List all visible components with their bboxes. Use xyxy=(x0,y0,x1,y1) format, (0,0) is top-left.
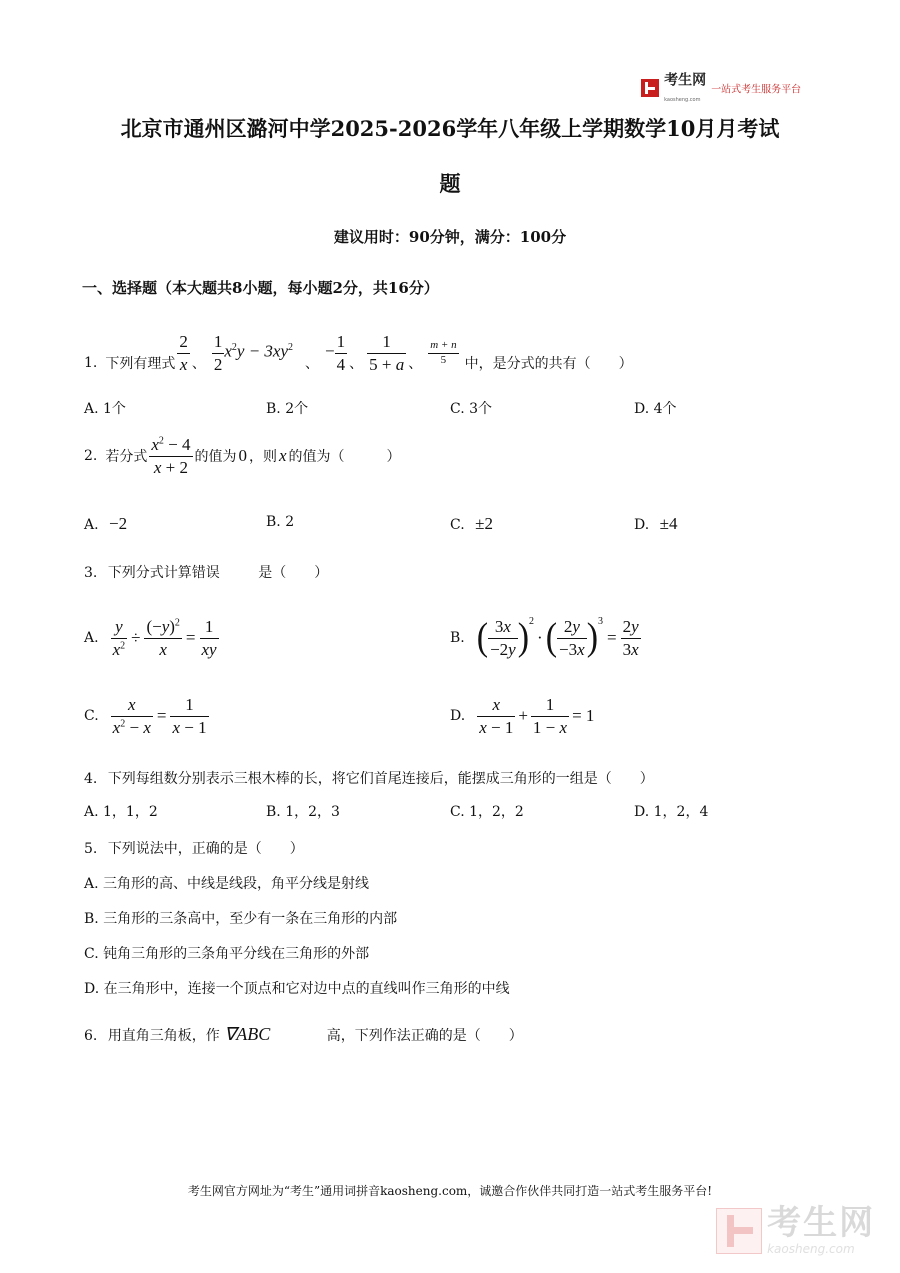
header-logo xyxy=(641,72,801,104)
q4-option-b[interactable]: B. 1，2，3 xyxy=(266,804,340,820)
page-title: 北京市通州区潞河中学2025-2026学年八年级上学期数学10月月考试 xyxy=(120,116,780,141)
q3-option-c[interactable]: C. $\frac{x}{x^2 - x}$ = $\frac{1}{x - 1}$ xyxy=(84,695,207,737)
question-3: 3. 下列分式计算错误 是（ ） xyxy=(84,565,329,581)
expr-half-x2y-3xy2: $\frac{1}{2}$ $x^2y - 3xy^2$ xyxy=(213,332,294,374)
question-5: 5. 下列说法中，正确的是（ ） xyxy=(84,841,304,857)
q2-option-b[interactable]: B. 2 xyxy=(266,514,295,530)
q3-c-expression: $\frac{x}{x^2 - x}$ = $\frac{1}{x - 1}$ xyxy=(112,695,207,737)
question-number: 4. xyxy=(84,771,98,787)
kaosheng-logo-icon xyxy=(641,79,659,97)
q3-option-b[interactable]: B. ( $\frac{3x}{-2y}$ ) $^2$ · ( $\frac{2y}{-3x}$ ) $^3$ = $\frac{2y}{3x}$ xyxy=(450,616,639,659)
q5-option-a[interactable]: A. 三角形的高、中线是线段，角平分线是射线 xyxy=(84,876,370,892)
expr-neg-quarter: − $\frac{1}{4}$ xyxy=(325,332,346,374)
q2-option-a[interactable]: A. −2 xyxy=(84,514,128,533)
triangle-abc: ∇ABC xyxy=(224,1024,271,1044)
q3-b-expression: ( $\frac{3x}{-2y}$ ) $^2$ · ( $\frac{2y}{-3x}$ ) $^3$ = $\frac{2y}{3x}$ xyxy=(476,616,639,659)
question-6: 6. 用直角三角板，作 ∇ABC 高，下列作法正确的是（ ） xyxy=(84,1024,523,1044)
q3-d-expression: $\frac{x}{x - 1}$ + $\frac{1}{1 - x}$ = 1 xyxy=(479,695,595,737)
q1-option-d[interactable]: D. 4个 xyxy=(634,401,677,417)
q3-option-a[interactable]: A. $\frac{y}{x^2}$ ÷ $\frac{(-y)^2}{x}$ = $\frac{1}{xy}$ xyxy=(84,617,217,659)
question-number: 1. xyxy=(84,355,98,371)
question-2: 2. 若分式 $\frac{x^2 - 4}{x + 2}$ 的值为 0 ，则 x 的值为（ ） xyxy=(84,435,401,477)
question-number: 5. xyxy=(84,841,98,857)
question-1: 1. 下列有理式 $\frac{2}{x}$ 、 $\frac{1}{2}$ $x^2y - 3xy^2$ 、 − $\frac{1}{4}$ 、 $\frac{1}{5 + a}$ 、 $\frac{m + n}{5}$ 中，是分式的共有（ ） xyxy=(84,332,633,374)
question-4: 4. 下列每组数分别表示三根木棒的长，将它们首尾连接后，能摆成三角形的一组是（ ） xyxy=(84,771,654,787)
question-number: 3. xyxy=(84,565,98,581)
q4-option-a[interactable]: A. 1，1，2 xyxy=(84,804,158,820)
question-number: 2. xyxy=(84,448,98,464)
question-text: 下列有理式 xyxy=(105,356,176,372)
expr-m-plus-n-over-5: $\frac{m + n}{5}$ xyxy=(430,338,457,366)
subtitle: 建议用时：90分钟，满分：100分 xyxy=(333,228,567,246)
expr-x2-minus-4-over-x-plus-2: $\frac{x^2 - 4}{x + 2}$ xyxy=(151,435,191,477)
section-heading: 一、选择题（本大题共8小题，每小题2分，共16分） xyxy=(82,279,439,297)
q5-option-b[interactable]: B. 三角形的三条高中，至少有一条在三角形的内部 xyxy=(84,911,398,927)
q4-option-c[interactable]: C. 1，2，2 xyxy=(450,804,524,820)
q1-option-a[interactable]: A. 1个 xyxy=(84,401,126,417)
q1-option-b[interactable]: B. 2个 xyxy=(266,401,309,417)
watermark xyxy=(716,1203,876,1256)
footer-text: 考生网官方网址为“考生”通用词拼音kaosheng.com，诚邀合作伙伴共同打造一站式考生服务平台! xyxy=(187,1184,713,1198)
expr-1-over-5-plus-a: $\frac{1}{5 + a}$ xyxy=(369,332,405,374)
q5-option-d[interactable]: D. 在三角形中，连接一个顶点和它对边中点的直线叫作三角形的中线 xyxy=(84,981,510,997)
watermark-domain: kaosheng.com xyxy=(767,1242,855,1256)
q3-a-expression: $\frac{y}{x^2}$ ÷ $\frac{(-y)^2}{x}$ = $\frac{1}{xy}$ xyxy=(112,617,217,659)
watermark-logo-icon xyxy=(716,1208,762,1254)
q3-option-d[interactable]: D. $\frac{x}{x - 1}$ + $\frac{1}{1 - x}$ = 1 xyxy=(450,695,595,737)
logo-name: 考生网 xyxy=(664,72,707,89)
q5-option-c[interactable]: C. 钝角三角形的三条角平分线在三角形的外部 xyxy=(84,946,370,962)
logo-slogan: 一站式考生服务平台 xyxy=(711,84,802,96)
question-number: 6. xyxy=(84,1028,98,1044)
expr-2-over-x: $\frac{2}{x}$ xyxy=(179,332,188,374)
q2-option-c[interactable]: C. ±2 xyxy=(450,514,493,533)
page-title-cont: 题 xyxy=(439,171,461,196)
logo-domain: kaosheng.com xyxy=(664,97,701,103)
q1-option-c[interactable]: C. 3个 xyxy=(450,401,493,417)
watermark-name: 考生网 xyxy=(767,1203,876,1243)
q4-option-d[interactable]: D. 1，2，4 xyxy=(634,804,709,820)
q2-option-d[interactable]: D. ±4 xyxy=(634,514,678,533)
